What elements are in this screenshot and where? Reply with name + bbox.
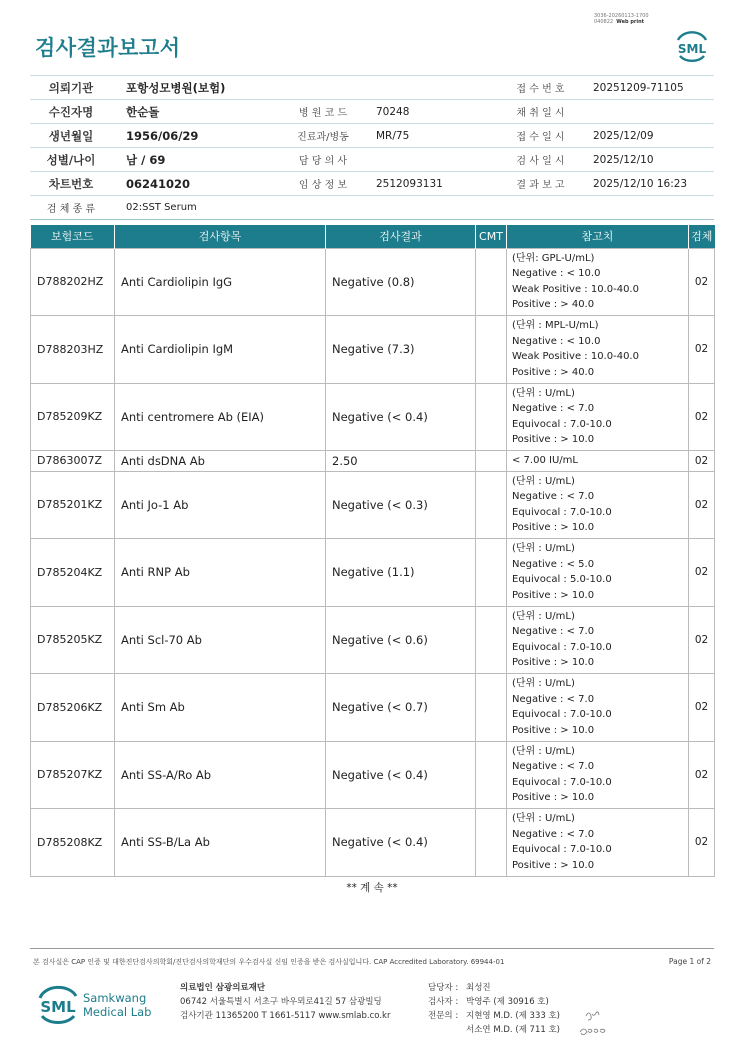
staff-label: [428, 1023, 466, 1037]
test-name: Anti dsDNA Ab: [115, 451, 326, 472]
info-value: 70248: [376, 105, 410, 118]
column-header: 검사결과: [326, 225, 476, 248]
insurance-code: D785208KZ: [31, 809, 115, 877]
info-label: 생년월일: [48, 128, 94, 143]
table-row: [31, 606, 715, 674]
info-value: 06241020: [126, 176, 191, 191]
test-result: Negative (7.3): [326, 316, 476, 384]
table-row: [31, 383, 715, 451]
info-value: 2025/12/10 16:23: [593, 177, 688, 190]
comment-cell: [476, 471, 507, 539]
test-name: Anti RNP Ab: [115, 539, 326, 607]
comment-cell: [476, 741, 507, 809]
info-label: 임 상 정 보: [298, 180, 348, 191]
specimen-code: 02: [689, 451, 715, 472]
specimen-code: 02: [689, 674, 715, 742]
staff-row: [428, 1009, 560, 1023]
organization-info: [180, 981, 390, 1023]
table-row: [31, 248, 715, 316]
test-name: Anti SS-B/La Ab: [115, 809, 326, 877]
reference-range: [507, 539, 689, 607]
reference-line: Weak Positive : 10.0-40.0: [512, 351, 639, 363]
specimen-code: 02: [689, 248, 715, 316]
reference-line: (단위 : U/mL): [512, 475, 575, 487]
reference-line: Equivocal : 7.0-10.0: [512, 641, 612, 653]
insurance-code: D785209KZ: [31, 383, 115, 451]
reference-line: Positive : > 10.0: [512, 724, 595, 736]
staff-value: 최성진: [466, 983, 491, 993]
table-row: [31, 471, 715, 539]
info-row: [30, 76, 714, 100]
specimen-code: 02: [689, 539, 715, 607]
reference-line: Equivocal : 7.0-10.0: [512, 506, 612, 518]
info-row: [30, 148, 714, 172]
table-row: [31, 741, 715, 809]
reference-line: (단위 : MPL-U/mL): [512, 320, 599, 332]
info-label: 담 당 의 사: [298, 156, 348, 167]
org-address: 06742 서울특별시 서초구 바우뫼로41길 57 삼광빌딩: [180, 997, 382, 1007]
specimen-code: 02: [689, 471, 715, 539]
signature-icon: [578, 1006, 614, 1040]
reference-line: Negative : < 7.0: [512, 693, 595, 705]
reference-range: [507, 248, 689, 316]
info-row: [30, 196, 714, 220]
info-label: 접 수 일 시: [516, 132, 565, 143]
info-value: 남 / 69: [126, 152, 166, 167]
logo-name-line1: Samkwang: [83, 991, 147, 1005]
column-header: CMT: [476, 225, 507, 248]
reference-line: Positive : > 10.0: [512, 522, 595, 534]
staff-value: 박영주 (제 30916 호): [466, 997, 549, 1007]
specimen-code: 02: [689, 809, 715, 877]
test-name: Anti Cardiolipin IgG: [115, 248, 326, 316]
staff-label: 전문의 :: [428, 1011, 459, 1021]
insurance-code: D7863007Z: [31, 451, 115, 472]
results-table: [30, 225, 715, 877]
info-row: [30, 100, 714, 124]
staff-row: [428, 1023, 560, 1037]
specimen-code: 02: [689, 606, 715, 674]
logo-text: SML: [677, 42, 707, 56]
comment-cell: [476, 539, 507, 607]
test-result: Negative (< 0.7): [326, 674, 476, 742]
reference-line: Negative : < 10.0: [512, 268, 601, 280]
comment-cell: [476, 809, 507, 877]
info-value: 02:SST Serum: [126, 202, 197, 213]
reference-line: (단위: GPL-U/mL): [512, 252, 595, 264]
document-code-line2: 040822: [594, 19, 614, 25]
reference-line: (단위 : U/mL): [512, 543, 575, 555]
insurance-code: D785206KZ: [31, 674, 115, 742]
insurance-code: D785204KZ: [31, 539, 115, 607]
staff-row: [428, 995, 560, 1009]
column-header: 검사항목: [115, 225, 326, 248]
reference-line: Negative : < 5.0: [512, 558, 595, 570]
org-name: 의료법인 삼광의료재단: [180, 983, 266, 993]
info-row: [30, 172, 714, 196]
reference-range: [507, 606, 689, 674]
reference-line: Negative : < 7.0: [512, 491, 595, 503]
staff-value: 지현영 M.D. (제 333 호): [466, 1011, 561, 1021]
insurance-code: D785205KZ: [31, 606, 115, 674]
reference-line: Negative : < 7.0: [512, 828, 595, 840]
continued-note: ** 계 속 **: [346, 882, 398, 894]
test-result: Negative (1.1): [326, 539, 476, 607]
reference-line: Negative : < 7.0: [512, 761, 595, 773]
info-value: 1956/06/29: [126, 128, 199, 143]
sml-logo-icon: [672, 26, 712, 64]
info-label: 의뢰기관: [48, 80, 94, 95]
test-result: Negative (0.8): [326, 248, 476, 316]
test-name: Anti Jo-1 Ab: [115, 471, 326, 539]
info-value: 한순돌: [126, 104, 160, 119]
reference-line: (단위 : U/mL): [512, 813, 575, 825]
test-result: Negative (< 0.4): [326, 383, 476, 451]
staff-label: 담당자 :: [428, 983, 459, 993]
info-label: 접 수 번 호: [516, 84, 565, 95]
test-result: Negative (< 0.6): [326, 606, 476, 674]
reference-line: Positive : > 40.0: [512, 366, 595, 378]
insurance-code: D788202HZ: [31, 248, 115, 316]
staff-label: 검사자 :: [428, 997, 459, 1007]
info-row: [30, 124, 714, 148]
table-row: [31, 674, 715, 742]
reference-line: (단위 : U/mL): [512, 678, 575, 690]
info-label: 병 원 코 드: [298, 108, 348, 119]
reference-line: (단위 : U/mL): [512, 387, 575, 399]
insurance-code: D788203HZ: [31, 316, 115, 384]
info-value: 2025/12/09: [593, 129, 654, 142]
reference-line: Equivocal : 7.0-10.0: [512, 844, 612, 856]
reference-line: (단위 : U/mL): [512, 745, 575, 757]
results-header-row: [31, 225, 715, 248]
specimen-code: 02: [689, 383, 715, 451]
logo-sml-text: SML: [40, 998, 76, 1016]
comment-cell: [476, 383, 507, 451]
staff-value: 서소연 M.D. (제 711 호): [466, 1025, 561, 1035]
specimen-code: 02: [689, 316, 715, 384]
reference-line: Equivocal : 7.0-10.0: [512, 418, 612, 430]
column-header: 보험코드: [31, 225, 115, 248]
document-code-line1: 3036-20260113-1700: [594, 13, 649, 19]
table-row: [31, 809, 715, 877]
reference-range: [507, 471, 689, 539]
footer-divider: [30, 948, 714, 949]
insurance-code: D785201KZ: [31, 471, 115, 539]
info-label: 차트번호: [48, 176, 94, 191]
reference-line: Weak Positive : 10.0-40.0: [512, 283, 639, 295]
column-header: 참고치: [507, 225, 689, 248]
samkwang-logo-icon: [36, 980, 156, 1026]
reference-line: Positive : > 10.0: [512, 589, 595, 601]
test-result: 2.50: [326, 451, 476, 472]
info-label: 수진자명: [48, 104, 94, 119]
web-print-label: Web print: [616, 19, 645, 25]
reference-line: Negative : < 7.0: [512, 403, 595, 415]
table-row: [31, 316, 715, 384]
comment-cell: [476, 674, 507, 742]
reference-line: Equivocal : 7.0-10.0: [512, 776, 612, 788]
reference-line: Positive : > 40.0: [512, 299, 595, 311]
info-value: 포항성모병원(보험): [126, 80, 226, 95]
column-header: 검체: [689, 225, 715, 248]
comment-cell: [476, 316, 507, 384]
reference-range: [507, 451, 689, 472]
accreditation-note: 본 검사실은 CAP 인증 및 대한진단검사의학회/진단검사의학재단의 우수검사실 신임 인증을 받은 검사실입니다. CAP Accredited Laboratory. 69944-01: [33, 958, 505, 966]
info-label: 채 취 일 시: [516, 108, 565, 119]
table-row: [31, 539, 715, 607]
table-row: [31, 451, 715, 472]
test-name: Anti Sm Ab: [115, 674, 326, 742]
reference-range: [507, 383, 689, 451]
reference-line: Positive : > 10.0: [512, 434, 595, 446]
org-contact: 검사기관 11365200 T 1661-5117 www.smlab.co.kr: [180, 1011, 391, 1021]
reference-line: Equivocal : 7.0-10.0: [512, 709, 612, 721]
reference-line: (단위 : U/mL): [512, 610, 575, 622]
info-value: MR/75: [376, 129, 410, 142]
test-name: Anti Cardiolipin IgM: [115, 316, 326, 384]
reference-line: Equivocal : 5.0-10.0: [512, 574, 612, 586]
info-value: 20251209-71105: [593, 81, 684, 94]
info-value: 2025/12/10: [593, 153, 654, 166]
page-title: 검사결과보고서: [35, 36, 181, 60]
info-label: 결 과 보 고: [516, 180, 565, 191]
test-result: Negative (< 0.3): [326, 471, 476, 539]
test-name: Anti SS-A/Ro Ab: [115, 741, 326, 809]
test-result: Negative (< 0.4): [326, 741, 476, 809]
document-code: [594, 13, 664, 25]
comment-cell: [476, 606, 507, 674]
staff-info: [428, 981, 560, 1037]
test-result: Negative (< 0.4): [326, 809, 476, 877]
comment-cell: [476, 248, 507, 316]
reference-range: [507, 316, 689, 384]
reference-line: Positive : > 10.0: [512, 792, 595, 804]
info-label: 검 체 종 류: [46, 204, 96, 215]
comment-cell: [476, 451, 507, 472]
staff-row: [428, 981, 560, 995]
specimen-code: 02: [689, 741, 715, 809]
patient-info-table: [30, 75, 714, 220]
info-label: 검 사 일 시: [516, 156, 565, 167]
reference-range: [507, 741, 689, 809]
reference-range: [507, 674, 689, 742]
info-value: 2512093131: [376, 177, 443, 190]
info-label: 성별/나이: [46, 152, 96, 167]
reference-line: Negative : < 10.0: [512, 335, 601, 347]
reference-line: Positive : > 10.0: [512, 657, 595, 669]
reference-line: < 7.00 IU/mL: [512, 455, 578, 466]
reference-range: [507, 809, 689, 877]
page-number: Page 1 of 2: [668, 957, 711, 966]
reference-line: Negative : < 7.0: [512, 626, 595, 638]
test-name: Anti Scl-70 Ab: [115, 606, 326, 674]
insurance-code: D785207KZ: [31, 741, 115, 809]
logo-name-line2: Medical Lab: [83, 1005, 152, 1019]
reference-line: Positive : > 10.0: [512, 859, 595, 871]
info-label: 진료과/병동: [297, 132, 349, 143]
test-name: Anti centromere Ab (EIA): [115, 383, 326, 451]
